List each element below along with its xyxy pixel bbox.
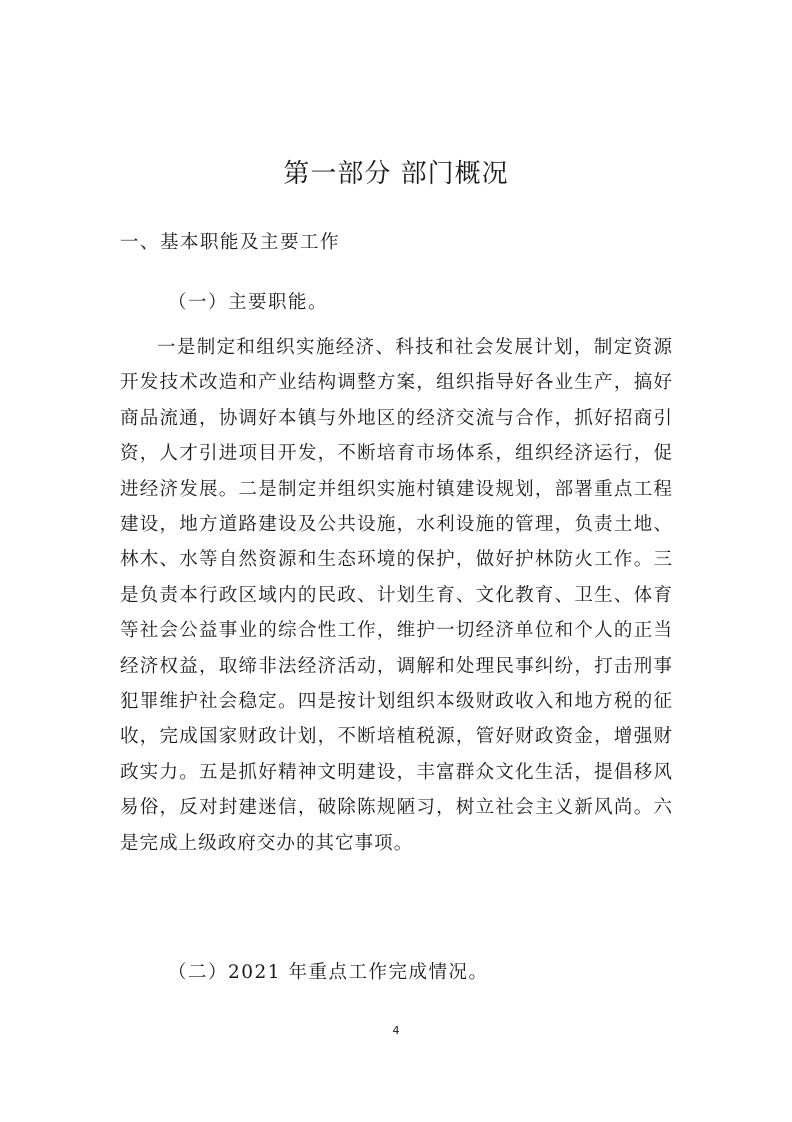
sub-heading-key-work: （二）2021 年重点工作完成情况。	[168, 962, 489, 983]
page-title: 第一部分 部门概况	[283, 159, 509, 189]
page-number: 4	[392, 1024, 400, 1037]
sub-heading-main-functions: （一）主要职能。	[168, 292, 329, 313]
section-heading: 一、基本职能及主要工作	[120, 232, 341, 253]
body-paragraph: 一是制定和组织实施经济、科技和社会发展计划，制定资源开发技术改造和产业结构调整方案，组织指导好各业生产，搞好商品流通，协调好本镇与外地区的经济交流与合作，抓好招商引资，人才引进项目开发，不断培育市场体系，组织经济运行，促进经济发展。二是制定并组织实施村镇建设规划，部署重点工程建设，地方道路建设及公共设施，水利设施的管理，负责土地、林木、水等自然资源和生态环境的保护，做好护林防火工作。三是负责本行政区域内的民政、计划生育、文化教育、卫生、体育等社会公益事业的综合性工作，维护一切经济单位和个人的正当经济权益，取缔非法经济活动，调解和处理民事纠纷，打击刑事犯罪维护社会稳定。四是按计划组织本级财政收入和地方税的征收，完成国家财政计划，不断培植税源，管好财政资金，增强财政实力。五是抓好精神文明建设，丰富群众文化生活，提倡移风易俗，反对封建迷信，破除陈规陋习，树立社会主义新风尚。六是完成上级政府交办的其它事项。	[120, 337, 673, 854]
